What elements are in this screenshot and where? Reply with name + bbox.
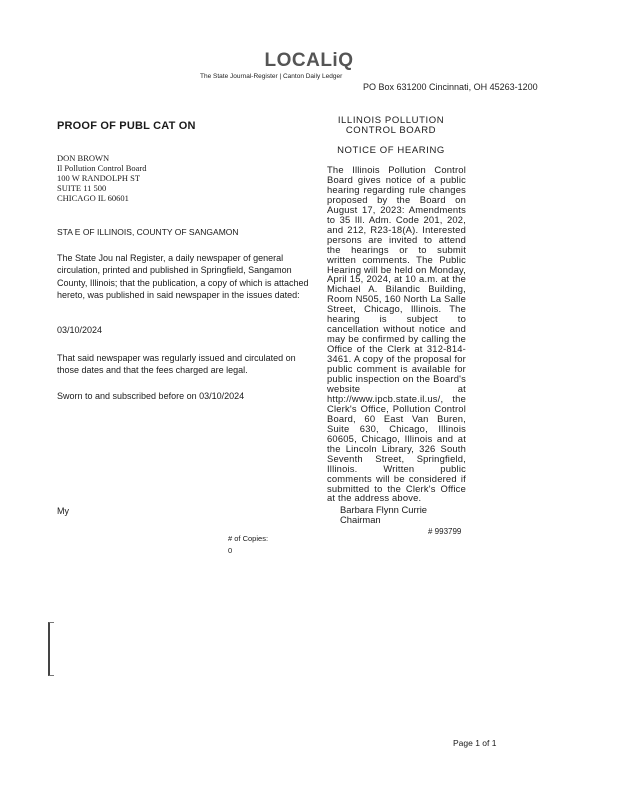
address-line: 100 W RANDOLPH ST: [57, 173, 141, 183]
issue-date: 03/10/2024: [57, 325, 103, 335]
notice-body: The Illinois Pollution Control Board gives notice of a public hearing regarding rule changes proposed by the Board on August 17, 2023: Amendments to 35 Ill. Adm. Code 201, 202, and 212, R23-18(A). Interested persons are invited to attend the hearings or to submit written comments. The Public Hearing will be held on Monday, April 15, 2024, at 10 a.m. at the Michael A. Bilandic Building, Room N505, 160 North La Salle Street, Chicago, Illinois. The hearing is subject to cancellation without notice and may be confirmed by calling the Office of the Clerk at 312-814-3461. A copy of the proposal for public comment is available for public inspection on the Board's website at http://www.ipcb.state.il.us/, the Clerk's Office, Pollution Control Board, 60 East Van Buren, Suite 630, Chicago, Illinois 60605, Chicago, Illinois and at the Lincoln Library, 326 South Seventh Street, Springfield, Illinois. Written public comments will be considered if submitted to the Clerk's Office at the address above.: [327, 164, 466, 504]
state-county-line: STA E OF ILLINOIS, COUNTY OF SANGAMON: [57, 227, 239, 237]
recipient-address: [57, 153, 147, 203]
publication-subline: The State Journal-Register | Canton Daily Ledger: [200, 73, 343, 80]
copies-label: # of Copies:: [228, 534, 269, 543]
sworn-statement: Sworn to and subscribed before on 03/10/2024: [57, 391, 245, 401]
address-line: Il Pollution Control Board: [57, 163, 147, 173]
address-line: SUITE 11 500: [57, 183, 107, 193]
localiq-logo: LOCALiQ: [264, 50, 354, 71]
notice-hearing-heading: NOTICE OF HEARING: [337, 145, 445, 156]
address-line: CHICAGO IL 60601: [57, 193, 129, 203]
signer-name: Barbara Flynn Currie: [340, 504, 428, 515]
po-box-address: PO Box 631200 Cincinnati, OH 45263-1200: [363, 82, 538, 92]
copies-value: 0: [228, 546, 233, 555]
proof-title: PROOF OF PUBL CAT ON: [57, 120, 196, 132]
ad-number: # 993799: [428, 527, 462, 536]
address-line: DON BROWN: [57, 153, 110, 163]
notice-signature: [340, 505, 427, 525]
affidavit-paragraph: The State Jou nal Register, a daily newspaper of general circulation, printed and published in Springfield, Sangamon County, Illinois; that the publication, a copy of which is attached hereto, was published in said newspaper in the issues dated:: [57, 253, 309, 300]
page-indicator: Page 1 of 1: [453, 738, 497, 748]
signer-title: Chairman: [340, 514, 381, 525]
circulation-paragraph: That said newspaper was regularly issued and circulated on those dates and that the fees charged are legal.: [57, 353, 296, 376]
commission-label: My: [57, 506, 69, 516]
notice-board-heading: ILLINOIS POLLUTION CONTROL BOARD: [337, 115, 445, 136]
scan-mark: [48, 622, 54, 676]
